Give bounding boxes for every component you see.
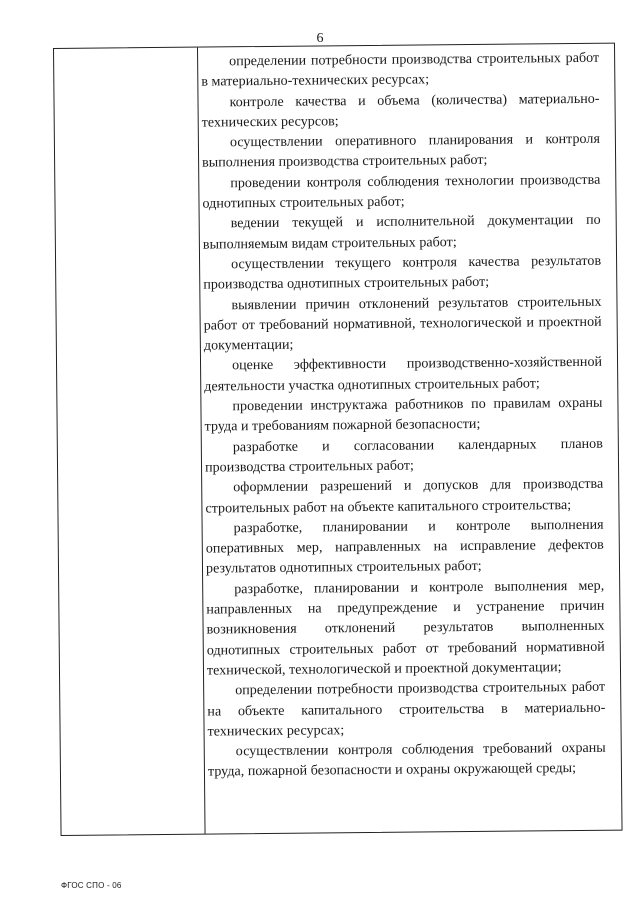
page-number: 6 (316, 31, 324, 46)
list-item: проведении контроля соблюдения технологии производства однотипных строительных работ; (202, 171, 601, 212)
list-item: определении потребности производства строительных работ на объекте капитального строительства в материально-технических ресурсах; (207, 678, 606, 740)
list-item: разработке, планировании и контроле выполнения мер, направленных на предупреждение и устранение причин возникновения отклонений результатов выполненных однотипных строительных работ от требований нормативной технической, технологической и проектной документации; (206, 577, 605, 679)
list-item: осуществлении текущего контроля качества результатов производства однотипных строительных работ; (203, 252, 602, 293)
practical-experience-cell (201, 48, 606, 782)
list-item: разработке и согласовании календарных планов производства строительных работ; (204, 435, 603, 476)
list-item: выявлении причин отклонений результатов строительных работ от требований нормативной, технологической и проектной документации; (203, 293, 602, 354)
footer-code: ФГОС СПО - 06 (61, 881, 122, 890)
list-item: контроле качества и объема (количества) материально-технических ресурсов; (201, 90, 600, 131)
list-item: ведении текущей и исполнительной документации по выполняемым видам строительных работ; (202, 212, 601, 253)
list-item: осуществлении оперативного планирования и контроля выполнения производства строительных работ; (202, 130, 600, 172)
list-item: разработке, планировании и контроле выполнения оперативных мер, направленных на исправление дефектов результатов однотипных строительных работ; (205, 516, 604, 577)
list-item: определении потребности производства строительных работ в материально-технических ресурсах; (201, 49, 600, 90)
standards-table (53, 43, 623, 836)
list-item: осуществлении контроля соблюдения требований охраны труда, пожарной безопасности и охраны окружающей среды; (207, 739, 606, 780)
list-item: оформлении разрешений и допусков для производства строительных работ на объекте капитального строительства; (205, 475, 604, 517)
list-item: проведении инструктажа работников по правилам охраны труда и требованиям пожарной безопасности; (204, 394, 603, 435)
list-item: оценке эффективности производственно-хозяйственной деятельности участка однотипных строительных работ; (204, 354, 603, 395)
